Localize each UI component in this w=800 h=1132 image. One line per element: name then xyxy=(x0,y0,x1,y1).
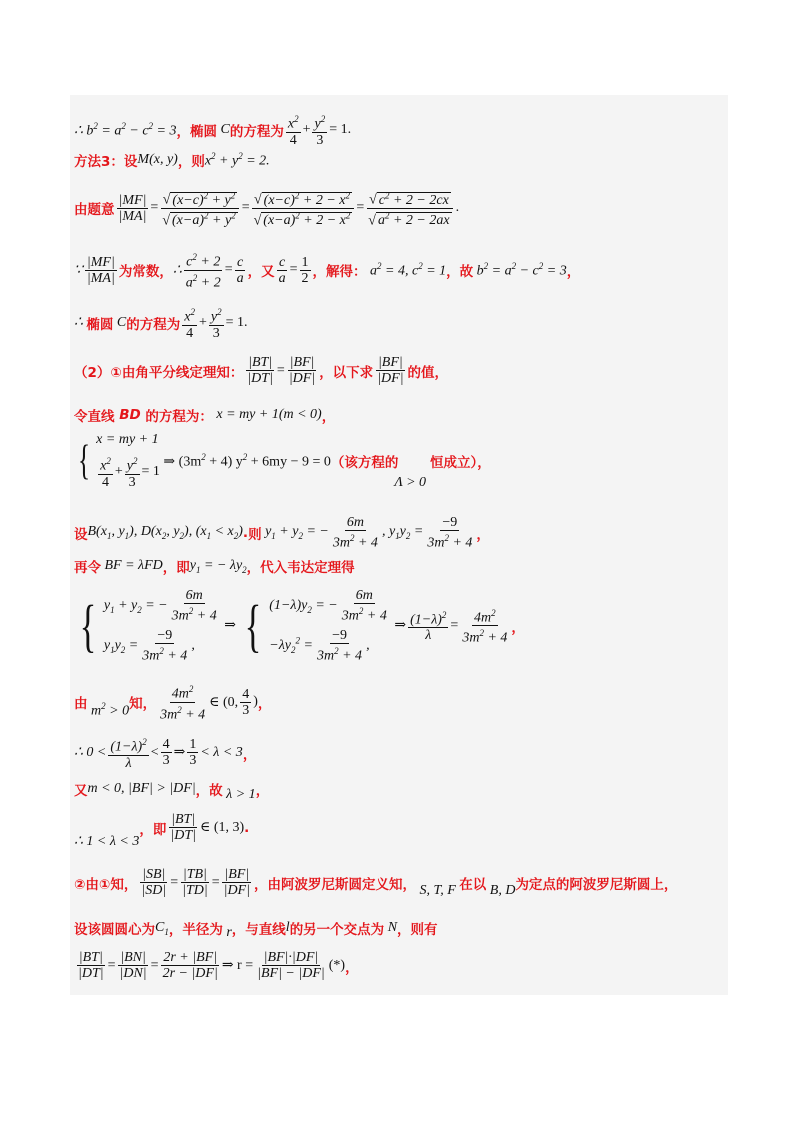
line-11: { $y_1 + y_2$ = − $\frac{6m}{3m^2 + 4}$ $y_1y_2$ = $\frac{-9}{3m^2 + 4}$ , ⇒ { $(1-\lambda)y_2$ = − $\frac{6m}{3m^2 + 4}$ $-\lambda y_2^2$ = $\frac{-9}{3m^2 + 4}$ , ⇒ $\frac{(1-\lambda)^2}{\lambda}$ = $\frac{4m^2}{3m^2 + 4}$ ， xyxy=(79,588,525,664)
line-13: ∴ 0 < $\frac{(1-\lambda)^2}{\lambda}$ < $\frac{4}{3}$ ⇒ $\frac{1}{3}$ < λ < 3 ， xyxy=(74,737,257,771)
line-1: ∴ $b^2 = a^2 - c^2 = 3$ ，椭圆 C 的方程为 $\frac{x^2}{4}$ + $\frac{y^2}{3}$ = 1. xyxy=(74,114,352,148)
line-8: { x = my + 1 $\frac{x^2}{4}$ + $\frac{y^2}{3}$ = 1 ⇒ $(3m^2 + 4) y^2 + 6my - 9 = 0$ （该方程的 Λ > 0 恒成立）， xyxy=(78,432,491,490)
line-6: （2）①由角平分线定理知： $\frac{|BT|}{|DT|}$ = $\frac{|BF|}{|DF|}$ ，以下求 $\frac{|BF|}{|DF|}$ 的值， xyxy=(74,355,449,386)
line-15: ∴ 1 < λ < 3 ，即 $\frac{|BT|}{|DT|}$ ∈ (1, 3) . xyxy=(74,812,250,849)
line-4: ∵ $\frac{|MF|}{|MA|}$ 为常数， ∴ $\frac{c^2 + 2}{a^2 + 2}$ = $\frac{c}{a}$ ，又 $\frac{c}{a}$ = $\frac{1}{2}$ ，解得： $a^2 = 4$, $c^2 = 1$ ，故 $b^2 = a^2 - c^2 = 3$ ， xyxy=(74,252,581,291)
line-3: 由题意 $\frac{|MF|}{|MA|}$ = $\frac{√ (x-c)^2 + y^2}{√ (x-a)^2 + y^2}$ = $\frac{√ (x-c)^2 + 2 - x^2}{√ (x-a)^2 + 2 - x^2}$ = $\frac{√ c^2 + 2 - 2cx}{√ a^2 + 2 - 2ax}$ . xyxy=(74,190,460,229)
line-10: 再令 BF = λFD ，即 $y_1$ = − $\lambda y_2$ ，代入韦达定理得 xyxy=(74,557,355,576)
line-7: 令直线 BD 的方程为： x = my + 1(m < 0) ， xyxy=(74,407,336,425)
line-5: ∴ 椭圆 C 的方程为 $\frac{x^2}{4}$ + $\frac{y^2}{3}$ = 1. xyxy=(74,307,248,341)
line-12: 由 $m^2 > 0$ 知， $\frac{4m^2}{3m^2 + 4}$ ∈ (0, $\frac{4}{3}$ ) ， xyxy=(74,684,272,723)
line-9: 设 $B(x_1$, $y_1$), $D(x_2$, $y_2$), $(x_1 < x_2)$ . 则 $y_1 + y_2$ = − $\frac{6m}{3m^2 + 4}$ , $y_1y_2$ = $\frac{-9}{3m^2 + 4}$ ， xyxy=(74,515,490,551)
line-18: $\frac{|BT|}{|DT|}$ = $\frac{|BN|}{|DN|}$ = $\frac{2r + |BF|}{2r - |DF|}$ ⇒ r = $\frac{|BF|\cdot|DF|}{|BF| - |DF|}$ (*) ， xyxy=(78,950,359,981)
line-16: ②由①知， $\frac{|SB|}{|SD|}$ = $\frac{|TB|}{|TD|}$ = $\frac{|BF|}{|DF|}$ ，由阿波罗尼斯圆定义知， S, T, F 在以 B, D 为定点的阿波罗尼斯圆上， xyxy=(74,867,678,898)
line-17: 设该圆圆心为 $C_1$ ，半径为 r ，与直线 l 的另一个交点为 N ，则有 xyxy=(74,919,438,940)
line-2: 方法3：设 M(x, y) ，则 $x^2 + y^2 = 2$. xyxy=(74,150,270,170)
line-14: 又 m < 0, |BF| > |DF| ，故 λ > 1 ， xyxy=(74,781,270,802)
